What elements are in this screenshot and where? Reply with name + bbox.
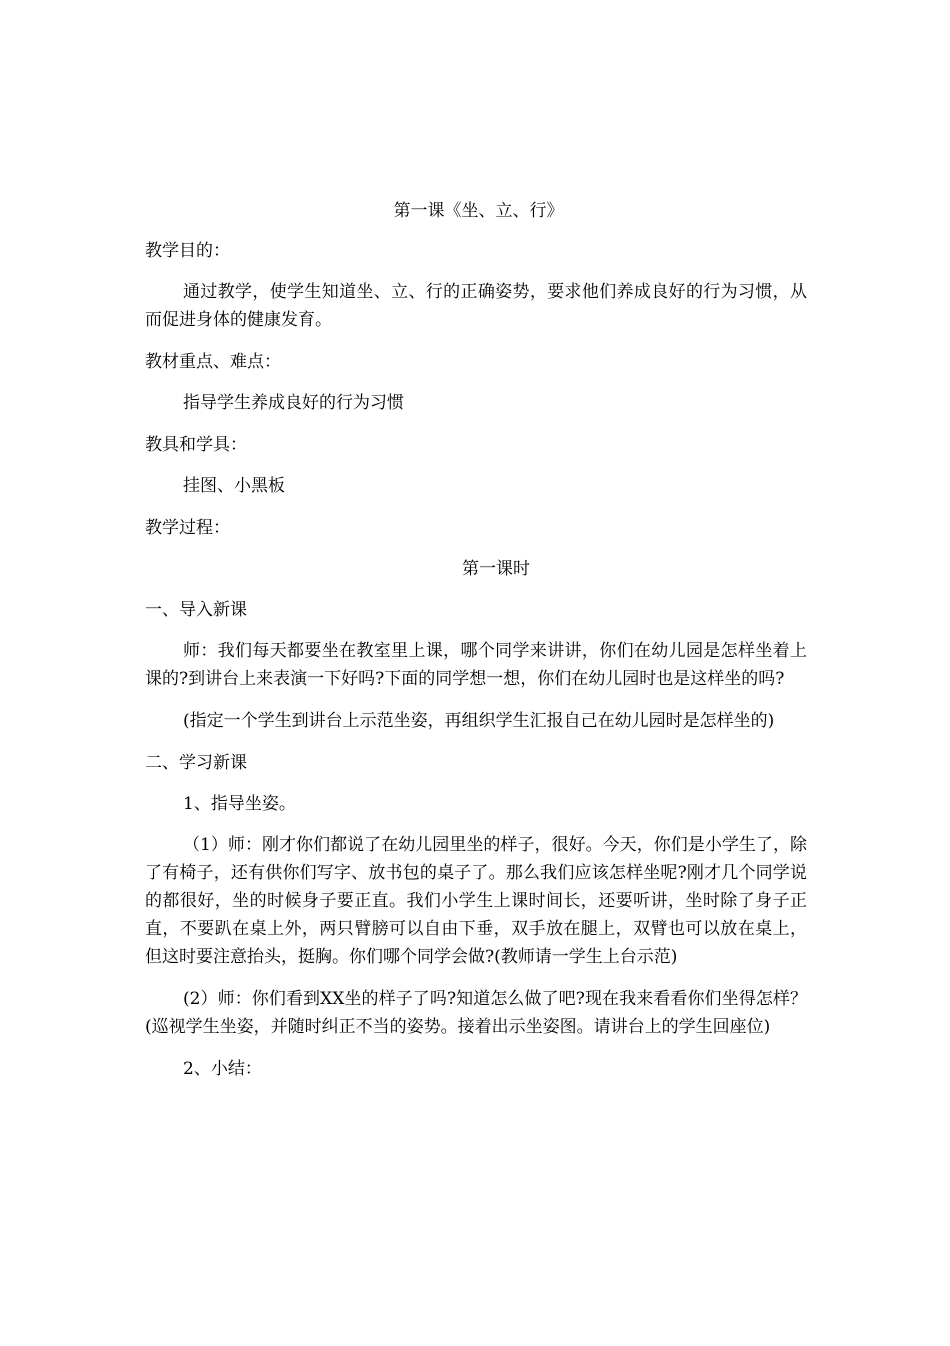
tools-text: 挂图、小黑板: [183, 476, 285, 496]
item1-subitem-1: （1）师：刚才你们都说了在幼儿园里坐的样子，很好。今天，你们是小学生了，除了有椅子，还有供你们写字、放书包的桌子了。那么我们应该怎样坐呢?刚才几个同学说的都很好，坐的时候身子要正直。我们小学生上课时间长，还要听讲，坐时除了身子正直，不要趴在桌上外，两只臂膀可以自由下垂，双手放在腿上，双臂也可以放在桌上，但这时要注意抬头，挺胸。你们哪个同学会做?(教师请一学生上台示范): [145, 835, 807, 967]
item2-heading: 2、小结：: [183, 1059, 262, 1079]
document-title: 第一课《坐、立、行》: [393, 201, 564, 221]
item1-heading: 1、指导坐姿。: [183, 794, 296, 814]
key-points-heading: 教材重点、难点：: [145, 352, 281, 372]
lesson-period-title: 第一课时: [462, 559, 530, 579]
objective-heading: 教学目的：: [145, 241, 230, 261]
tools-heading: 教具和学具：: [145, 435, 247, 455]
process-heading: 教学过程：: [145, 518, 230, 538]
key-points-text: 指导学生养成良好的行为习惯: [183, 393, 404, 413]
part2-heading: 二、学习新课: [145, 753, 247, 773]
document-body: [145, 197, 807, 1097]
part1-heading: 一、导入新课: [145, 600, 247, 620]
objective-text: 通过教学，使学生知道坐、立、行的正确姿势，要求他们养成良好的行为习惯，从而促进身体的健康发育。: [145, 282, 807, 330]
part1-paragraph-1: 师：我们每天都要坐在教室里上课，哪个同学来讲讲，你们在幼儿园是怎样坐着上课的?到讲台上来表演一下好吗?下面的同学想一想，你们在幼儿园时也是这样坐的吗?: [145, 641, 807, 689]
item1-subitem-2: (2）师：你们看到XX坐的样子了吗?知道怎么做了吧?现在我来看看你们坐得怎样？(巡视学生坐姿，并随时纠正不当的姿势。接着出示坐姿图。请讲台上的学生回座位): [145, 989, 807, 1037]
part1-paragraph-2: (指定一个学生到讲台上示范坐姿，再组织学生汇报自己在幼儿园时是怎样坐的): [183, 711, 775, 731]
